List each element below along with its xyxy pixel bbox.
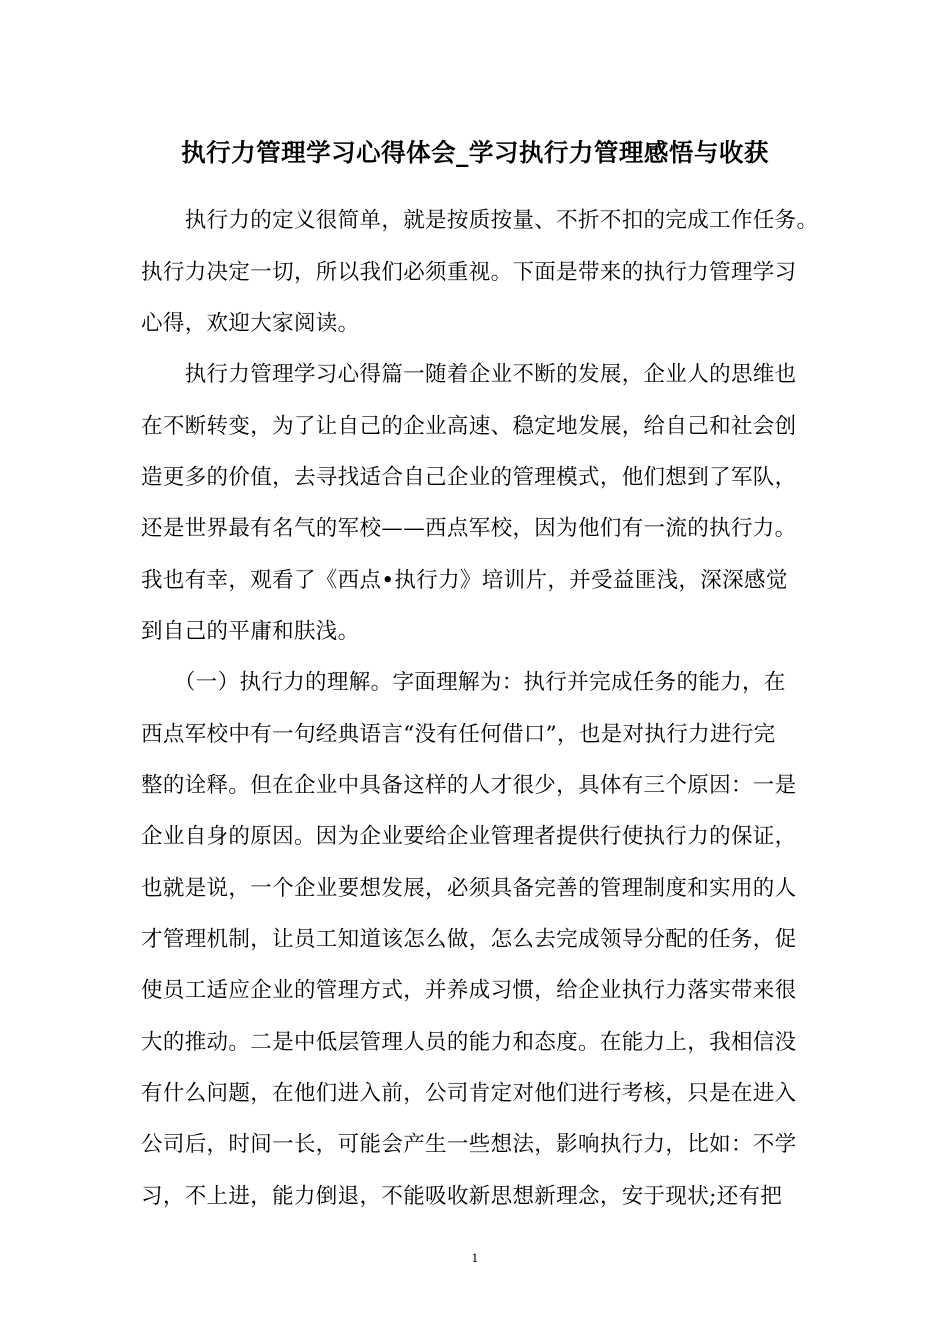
- text-line: 企业自身的原因。因为企业要给企业管理者提供行使执行力的保证，: [141, 824, 797, 849]
- text-line: 大的推动。二是中低层管理人员的能力和态度。在能力上，我相信没: [141, 1030, 797, 1055]
- page-number: 1: [471, 1252, 479, 1265]
- text-line: 习，不上进，能力倒退，不能吸收新思想新理念，安于现状;还有把: [141, 1184, 783, 1209]
- text-line: 西点军校中有一句经典语言“没有任何借口”，也是对执行力进行完: [141, 722, 776, 747]
- text-line: （一）执行力的理解。字面理解为：执行并完成任务的能力，在: [141, 670, 786, 695]
- text-line: 还是世界最有名气的军校——西点军校，因为他们有一流的执行力。: [141, 516, 797, 541]
- text-line: 到自己的平庸和肤浅。: [141, 619, 360, 644]
- text-line: 执行力管理学习心得篇一随着企业不断的发展，企业人的思维也: [141, 362, 797, 387]
- text-line: 公司后，时间一长，可能会产生一些想法，影响执行力，比如：不学: [141, 1132, 797, 1157]
- text-line: 执行力决定一切，所以我们必须重视。下面是带来的执行力管理学习: [141, 260, 797, 285]
- text-line: 造更多的价值，去寻找适合自己企业的管理模式，他们想到了军队，: [141, 465, 797, 490]
- text-line: 在不断转变，为了让自己的企业高速、稳定地发展，给自己和社会创: [141, 414, 797, 439]
- text-line: 也就是说，一个企业要想发展，必须具备完善的管理制度和实用的人: [141, 876, 797, 901]
- document-title: 执行力管理学习心得体会_学习执行力管理感悟与收获: [181, 138, 769, 167]
- text-line: 执行力的定义很简单，就是按质按量、不折不扣的完成工作任务。: [141, 208, 819, 233]
- text-line: 才管理机制，让员工知道该怎么做，怎么去完成领导分配的任务，促: [141, 927, 797, 952]
- text-line: 使员工适应企业的管理方式，并养成习惯，给企业执行力落实带来很: [141, 978, 797, 1003]
- text-line: 有什么问题，在他们进入前，公司肯定对他们进行考核，只是在进入: [141, 1081, 797, 1106]
- text-line: 整的诠释。但在企业中具备这样的人才很少，具体有三个原因：一是: [141, 773, 797, 798]
- text-line: 我也有幸，观看了《西点•执行力》培训片，并受益匪浅，深深感觉: [141, 568, 788, 593]
- text-line: 心得，欢迎大家阅读。: [141, 311, 360, 336]
